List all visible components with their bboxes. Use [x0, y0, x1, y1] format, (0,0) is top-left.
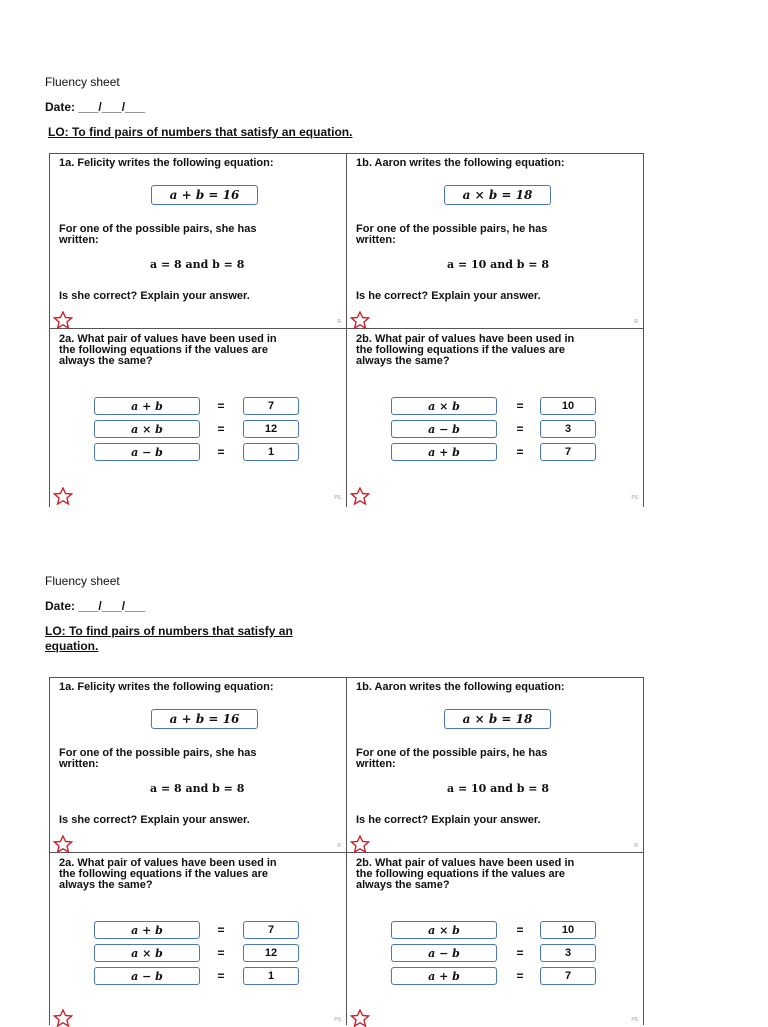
value-box: 1 [243, 443, 299, 461]
sheet-title: Fluency sheet [45, 75, 120, 89]
equation-box [444, 185, 551, 205]
difficulty-tag: PS [631, 495, 638, 501]
value-box: 7 [243, 921, 299, 939]
heading-line: 2b. What pair of values have been used in [356, 333, 575, 345]
value-box: 3 [540, 420, 596, 438]
equation-text: a + b = 16 [169, 188, 240, 202]
equals-sign: = [217, 422, 225, 436]
equation-text: a + b = 16 [169, 712, 240, 726]
value-box: 3 [540, 944, 596, 962]
paragraph-line: written: [59, 758, 99, 770]
learning-objective-cont: equation. [45, 639, 99, 653]
difficulty-tag: R [337, 843, 341, 849]
expression-box: a − b [391, 944, 497, 962]
value-box: 7 [540, 443, 596, 461]
paragraph-line: For one of the possible pairs, she has [59, 747, 257, 759]
equals-sign: = [217, 923, 225, 937]
heading-line: the following equations if the values are [356, 868, 566, 880]
heading-line: 2b. What pair of values have been used in [356, 857, 575, 869]
paragraph-line: For one of the possible pairs, she has [59, 223, 257, 235]
expression-box: a × b [391, 921, 497, 939]
cell-1a [50, 154, 346, 329]
difficulty-tag: PS [631, 1017, 638, 1023]
question-heading: 1a. Felicity writes the following equation: [59, 681, 274, 693]
value-box: 1 [243, 967, 299, 985]
question-prompt: Is he correct? Explain your answer. [356, 290, 541, 302]
expression-box: a × b [391, 397, 497, 415]
expression-box: a × b [94, 944, 200, 962]
equation-text: a × b = 18 [462, 188, 533, 202]
heading-line: 2a. What pair of values have been used in [59, 857, 277, 869]
value-box: 7 [243, 397, 299, 415]
written-answer: a = 8 and b = 8 [150, 782, 245, 795]
equals-sign: = [516, 399, 524, 413]
expression-box: a − b [94, 443, 200, 461]
equals-sign: = [516, 946, 524, 960]
date-line: Date: ___/___/___ [45, 599, 146, 613]
star-icon [53, 487, 73, 505]
question-prompt: Is he correct? Explain your answer. [356, 814, 541, 826]
value-box: 12 [243, 420, 299, 438]
question-heading [356, 334, 574, 367]
expression-box: a − b [391, 420, 497, 438]
learning-objective: LO: To find pairs of numbers that satisfy an equation. [48, 125, 353, 139]
written-answer: a = 8 and b = 8 [150, 258, 245, 271]
question-heading: 1b. Aaron writes the following equation: [356, 157, 565, 169]
question-grid [49, 677, 644, 1025]
equals-sign: = [516, 422, 524, 436]
cell-1b [346, 678, 643, 853]
cell-1a [50, 678, 346, 853]
equals-sign: = [516, 969, 524, 983]
question-heading [59, 858, 277, 891]
equals-sign: = [516, 923, 524, 937]
value-box: 12 [243, 944, 299, 962]
heading-line: always the same? [59, 879, 153, 891]
expression-box: a + b [94, 397, 200, 415]
sheet-title: Fluency sheet [45, 574, 120, 588]
equation-box [444, 709, 551, 729]
difficulty-tag: R [634, 319, 638, 325]
expression-box: a + b [391, 967, 497, 985]
question-heading [356, 858, 574, 891]
star-icon [350, 311, 370, 329]
cell-2a [50, 853, 346, 1025]
question-prompt: Is she correct? Explain your answer. [59, 814, 250, 826]
equation-box [151, 185, 258, 205]
paragraph-line: For one of the possible pairs, he has [356, 747, 548, 759]
difficulty-tag: PS [334, 495, 341, 501]
question-heading [59, 334, 277, 367]
question-grid [49, 153, 644, 507]
difficulty-tag: R [634, 843, 638, 849]
paragraph-line: written: [356, 758, 396, 770]
question-paragraph [59, 748, 256, 770]
value-box: 7 [540, 967, 596, 985]
difficulty-tag: R [337, 319, 341, 325]
cell-2a [50, 329, 346, 507]
expression-box: a × b [94, 420, 200, 438]
paragraph-line: For one of the possible pairs, he has [356, 223, 548, 235]
equation-text: a × b = 18 [462, 712, 533, 726]
heading-line: 2a. What pair of values have been used in [59, 333, 277, 345]
heading-line: the following equations if the values are [356, 344, 566, 356]
question-paragraph [356, 224, 547, 246]
written-answer: a = 10 and b = 8 [447, 258, 550, 271]
star-icon [53, 1009, 73, 1027]
equals-sign: = [217, 946, 225, 960]
question-paragraph [356, 748, 547, 770]
paragraph-line: written: [356, 234, 396, 246]
star-icon [53, 835, 73, 853]
star-icon [53, 311, 73, 329]
question-heading: 1b. Aaron writes the following equation: [356, 681, 565, 693]
equation-box [151, 709, 258, 729]
paragraph-line: written: [59, 234, 99, 246]
expression-box: a − b [94, 967, 200, 985]
question-paragraph [59, 224, 256, 246]
difficulty-tag: PS [334, 1017, 341, 1023]
heading-line: always the same? [356, 879, 450, 891]
written-answer: a = 10 and b = 8 [447, 782, 550, 795]
equals-sign: = [217, 399, 225, 413]
date-line: Date: ___/___/___ [45, 100, 146, 114]
value-box: 10 [540, 397, 596, 415]
question-heading: 1a. Felicity writes the following equation: [59, 157, 274, 169]
value-box: 10 [540, 921, 596, 939]
cell-1b [346, 154, 643, 329]
equals-sign: = [516, 445, 524, 459]
equals-sign: = [217, 445, 225, 459]
star-icon [350, 1009, 370, 1027]
heading-line: the following equations if the values are [59, 868, 269, 880]
equals-sign: = [217, 969, 225, 983]
expression-box: a + b [391, 443, 497, 461]
star-icon [350, 835, 370, 853]
cell-2b [346, 329, 643, 507]
heading-line: always the same? [59, 355, 153, 367]
heading-line: always the same? [356, 355, 450, 367]
heading-line: the following equations if the values are [59, 344, 269, 356]
question-prompt: Is she correct? Explain your answer. [59, 290, 250, 302]
cell-2b [346, 853, 643, 1025]
expression-box: a + b [94, 921, 200, 939]
star-icon [350, 487, 370, 505]
learning-objective: LO: To find pairs of numbers that satisfy an [45, 624, 293, 638]
